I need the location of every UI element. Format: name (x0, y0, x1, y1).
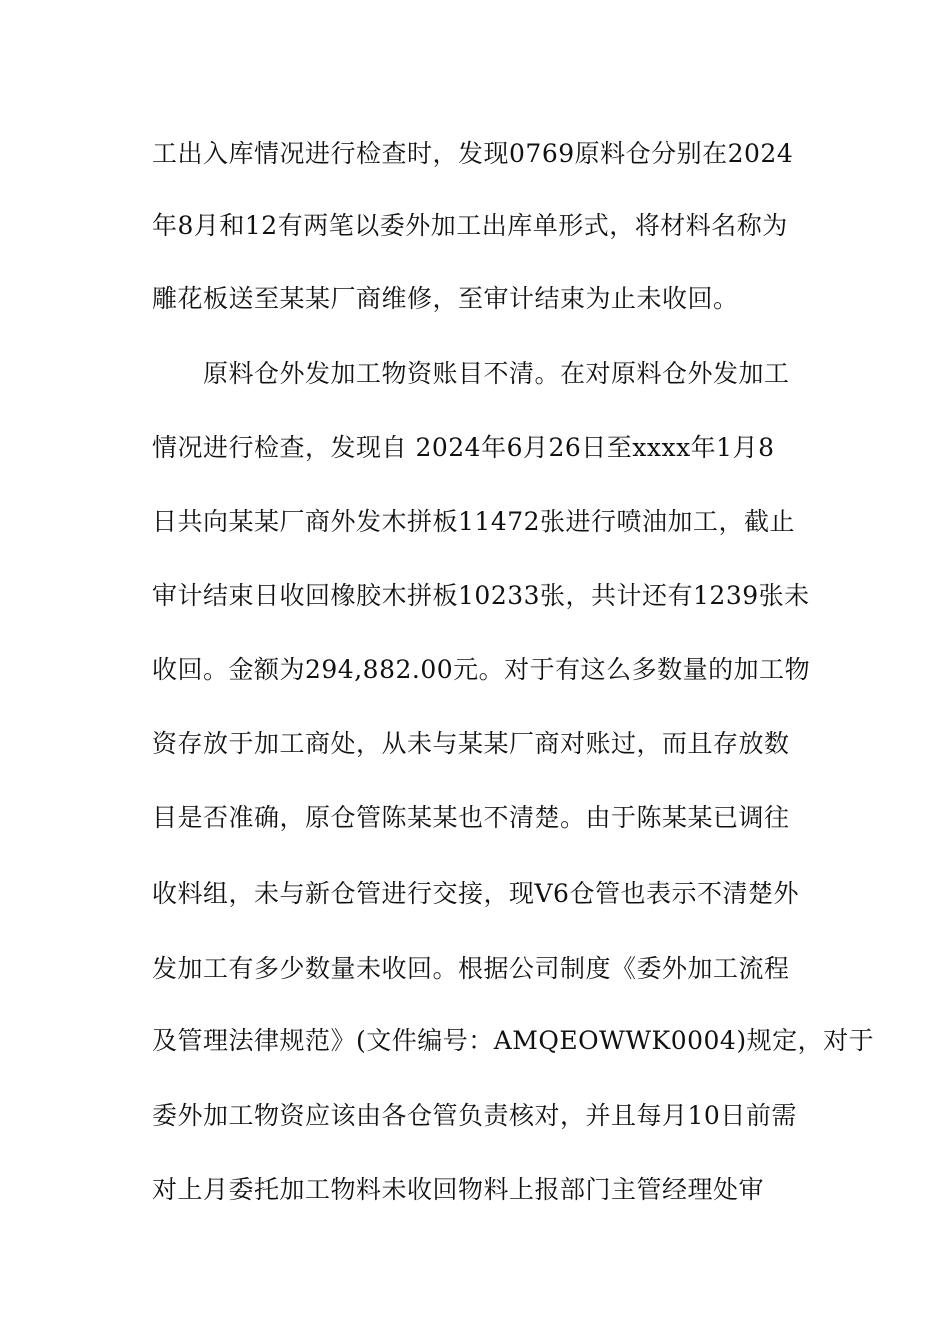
text-line: 发加工有多少数量未收回。根据公司制度《委外加工流程 (152, 954, 790, 983)
text-line: 收料组，未与新仓管进行交接，现V6仓管也表示不清楚外 (152, 879, 799, 908)
text-line: 日共向某某厂商外发木拼板11472张进行喷油加工，截止 (152, 507, 796, 536)
text-line: 委外加工物资应该由各仓管负责核对，并且每月10日前需 (152, 1101, 797, 1130)
text-line: 年8月和12有两笔以委外加工出库单形式，将材料名称为 (152, 211, 788, 240)
text-line: 目是否准确，原仓管陈某某也不清楚。由于陈某某已调往 (152, 803, 790, 832)
text-line: 情况进行检查，发现自 2024年6月26日至xxxx年1月8 (152, 433, 775, 462)
text-line: 收回。金额为294,882.00元。对于有这么多数量的加工物 (152, 655, 811, 684)
text-line: 及管理法律规范》(文件编号：AMQEOWWK0004)规定，对于 (152, 1026, 875, 1055)
text-line: 雕花板送至某某厂商维修，至审计结束为止未收回。 (152, 284, 739, 313)
paragraph-first-line: 原料仓外发加工物资账目不清。在对原料仓外发加工 (203, 359, 790, 388)
text-line: 审计结束日收回橡胶木拼板10233张，共计还有1239张未 (152, 581, 810, 610)
text-line: 资存放于加工商处，从未与某某厂商对账过，而且存放数 (152, 729, 790, 758)
text-line: 工出入库情况进行检查时，发现0769原料仓分别在2024 (152, 139, 794, 168)
text-line: 对上月委托加工物料未收回物料上报部门主管经理处审 (152, 1175, 765, 1204)
